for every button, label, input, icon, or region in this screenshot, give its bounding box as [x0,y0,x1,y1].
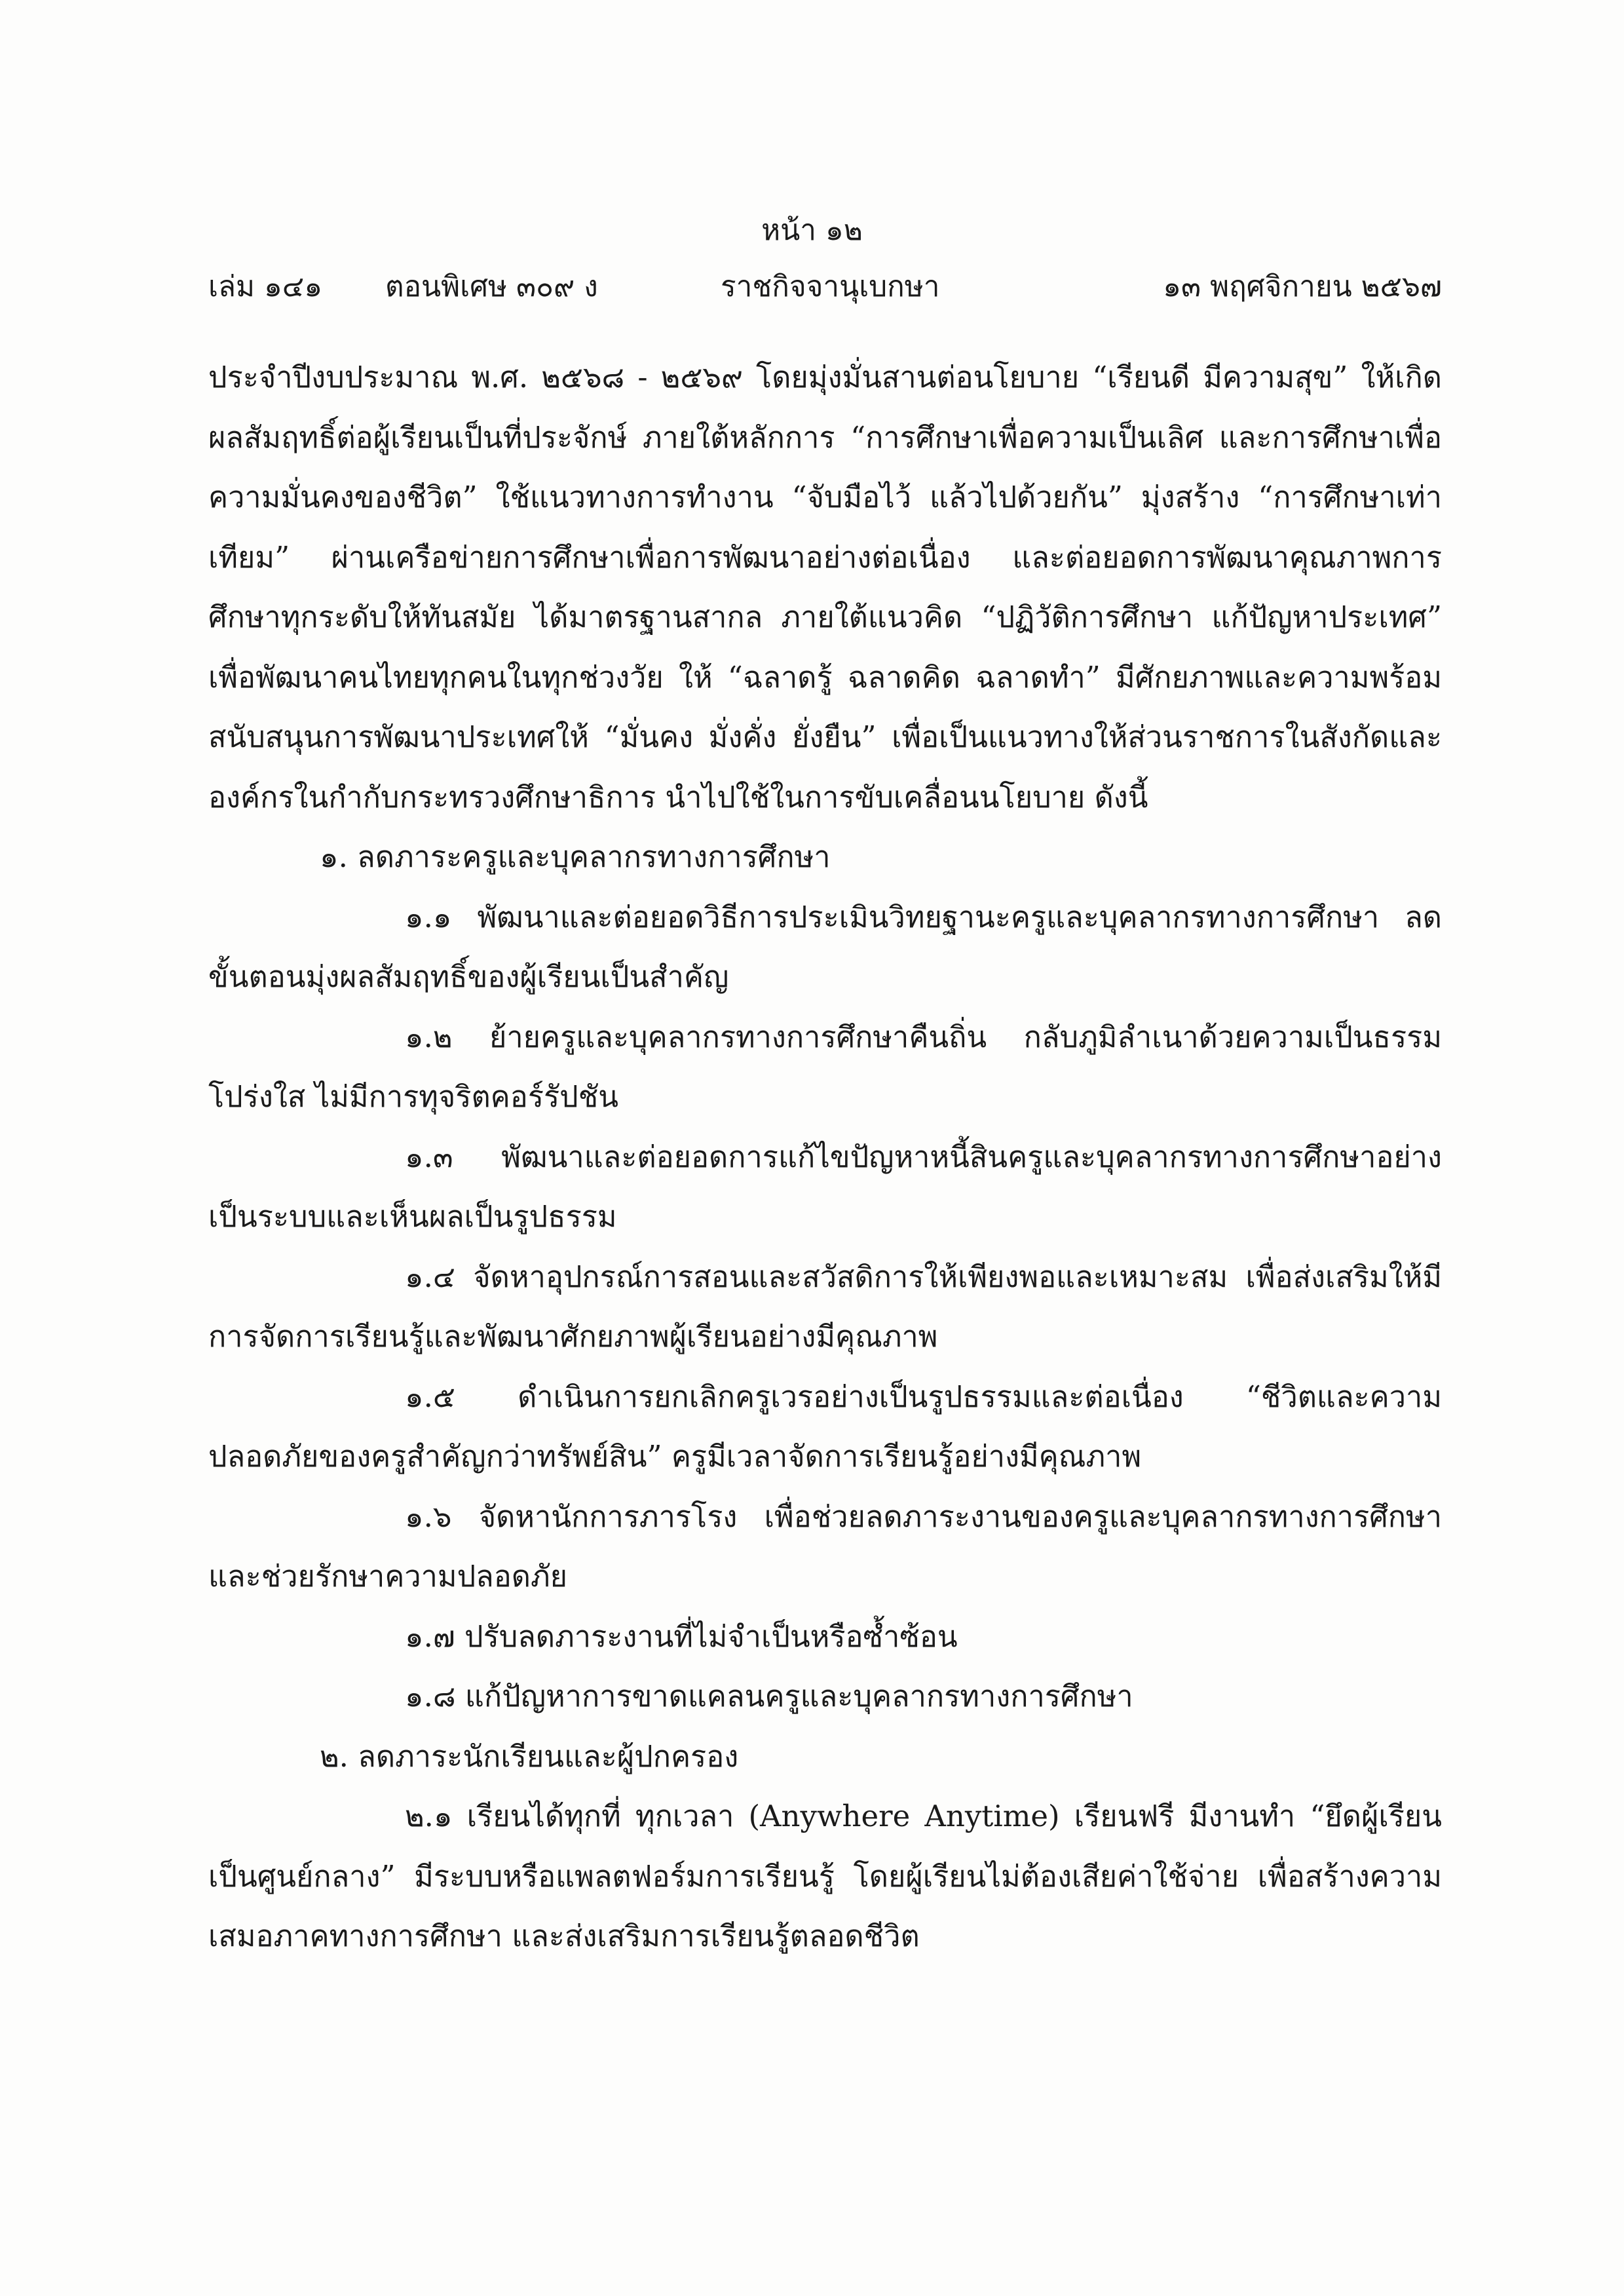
publication-date: ๑๓ พฤศจิกายน ๒๕๖๗ [1163,270,1442,303]
section-1-heading: ๑. ลดภาระครูและบุคลากรทางการศึกษา [320,839,831,874]
item-1-3: ๑.๓ พัฒนาและต่อยอดการแก้ไขปัญหาหนี้สินครูและบุคลากรทางการศึกษาอย่างเป็นระบบและเห็นผลเป็นรูปธรรม [208,1139,1442,1234]
item-1-5: ๑.๕ ดำเนินการยกเลิกครูเวรอย่างเป็นรูปธรรมและต่อเนื่อง “ชีวิตและความปลอดภัยของครูสำคัญกว่าทรัพย์สิน” ครูมีเวลาจัดการเรียนรู้อย่างมีคุณภาพ [208,1379,1442,1474]
document-body [208,347,1442,1966]
item-2-1: ๒.๑ เรียนได้ทุกที่ ทุกเวลา (Anywhere Anytime) เรียนฟรี มีงานทำ “ยึดผู้เรียนเป็นศูนย์กลาง” มีระบบหรือแพลตฟอร์มการเรียนรู้ โดยผู้เรียนไม่ต้องเสียค่าใช้จ่าย เพื่อสร้างความเสมอภาคทางการศึกษา และส่งเสริมการเรียนรู้ตลอดชีวิต [208,1799,1442,1953]
item-1-4: ๑.๔ จัดหาอุปกรณ์การสอนและสวัสดิการให้เพียงพอและเหมาะสม เพื่อส่งเสริมให้มีการจัดการเรียนรู้และพัฒนาศักยภาพผู้เรียนอย่างมีคุณภาพ [208,1259,1442,1354]
item-1-8: ๑.๘ แก้ปัญหาการขาดแคลนครูและบุคลากรทางการศึกษา [405,1679,1133,1713]
issue-number: ตอนพิเศษ ๓๐๙ ง [385,270,598,303]
section-2-heading: ๒. ลดภาระนักเรียนและผู้ปกครอง [320,1738,739,1774]
item-1-1: ๑.๑ พัฒนาและต่อยอดวิธีการประเมินวิทยฐานะครูและบุคลากรทางการศึกษา ลดขั้นตอนมุ่งผลสัมฤทธิ์ของผู้เรียนเป็นสำคัญ [208,899,1442,994]
item-1-7: ๑.๗ ปรับลดภาระงานที่ไม่จำเป็นหรือซ้ำซ้อน [405,1618,958,1654]
item-1-2: ๑.๒ ย้ายครูและบุคลากรทางการศึกษาคืนถิ่น กลับภูมิลำเนาด้วยความเป็นธรรมโปร่งใส ไม่มีการทุจริตคอร์รัปชัน [208,1019,1442,1114]
gazette-header [208,267,1442,307]
gazette-name: ราชกิจจานุเบกษา [721,270,940,303]
intro-paragraph: ประจำปีงบประมาณ พ.ศ. ๒๕๖๘ - ๒๕๖๙ โดยมุ่งมั่นสานต่อนโยบาย “เรียนดี มีความสุข” ให้เกิดผลสัมฤทธิ์ต่อผู้เรียนเป็นที่ประจักษ์ ภายใต้หลักการ “การศึกษาเพื่อความเป็นเลิศ และการศึกษาเพื่อความมั่นคงของชีวิต” ใช้แนวทางการทำงาน “จับมือไว้ แล้วไปด้วยกัน” มุ่งสร้าง “การศึกษาเท่าเทียม” ผ่านเครือข่ายการศึกษาเพื่อการพัฒนาอย่างต่อเนื่อง และต่อยอดการพัฒนาคุณภาพการศึกษาทุกระดับให้ทันสมัย ได้มาตรฐานสากล ภายใต้แนวคิด “ปฏิวัติการศึกษา แก้ปัญหาประเทศ” เพื่อพัฒนาคนไทยทุกคนในทุกช่วงวัย ให้ “ฉลาดรู้ ฉลาดคิด ฉลาดทำ” มีศักยภาพและความพร้อมสนับสนุนการพัฒนาประเทศให้ “มั่นคง มั่งคั่ง ยั่งยืน” เพื่อเป็นแนวทางให้ส่วนราชการในสังกัดและองค์กรในกำกับกระทรวงศึกษาธิการ นำไปใช้ในการขับเคลื่อนนโยบาย ดังนี้ [208,360,1442,814]
volume-number: เล่ม ๑๔๑ [208,270,323,303]
page-number: หน้า ๑๒ [761,214,863,247]
item-1-6: ๑.๖ จัดหานักการภารโรง เพื่อช่วยลดภาระงานของครูและบุคลากรทางการศึกษาและช่วยรักษาความปลอดภัย [208,1499,1442,1594]
